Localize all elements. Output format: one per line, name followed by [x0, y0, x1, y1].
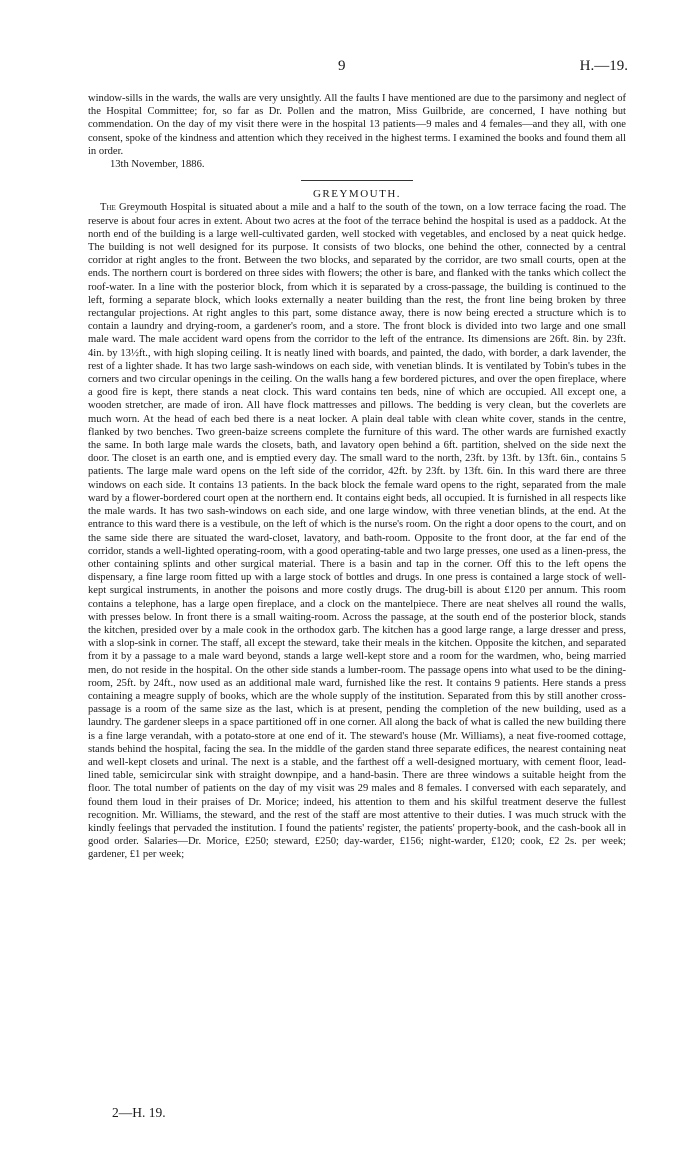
signature-mark: 2—H. 19.	[112, 1105, 166, 1120]
document-body	[88, 92, 626, 862]
document-reference: H.—19.	[579, 58, 628, 74]
report-date: 13th November, 1886.	[110, 159, 205, 171]
greymouth-paragraph-text: Greymouth Hospital is situated about a mile and a half to the south of the town, on a low terrace facing the road. The reserve is about four acres in extent. About two acres at the foot of the terrace behind the hospital is used as a paddock. At the north end of the building is a large well-cultivated garden, well stocked with vegetables, and enclosed by a neat quick hedge. The building is not well designed for its purpose. It consists of two blocks, one behind the other, connected by a central corridor at right angles to the front. Between the two blocks, and separated by the corridor, are two small courts, open at the ends. The northern court is bordered on three sides with flowers; the other is bare, and flanked with the tanks which collect the roof-water. In a line with the posterior block, from which it is separated by a cross-passage, the building is continued to the left, forming a separate block, which looks externally a neater building than the rest, the front line being broken by three rectangular projections. At right angles to this part, some distance away, there is now being erected a structure which is to contain a laundry and drying-room, a gardener's room, and a store. The front block is divided into two large and one small male ward. The male accident ward opens from the corridor to the left of the entrance. Its dimensions are 26ft. 8in. by 23ft. 4in. by 13½ft., with high sloping ceiling. It is neatly lined with boards, and painted, the dado, with border, a dark lavender, the rest of a lighter shade. It has two large sash-windows on each side, with venetian blinds. It is ventilated by Tobin's tubes in the corners and two circular openings in the ceiling. On the walls hang a few bordered pictures, and over the open fireplace, where a good fire is kept, there stands a neat clock. This ward contains ten beds, nine of which are occupied. All except one, a wooden stretcher, are made of iron. All have flock mattresses and pillows. The bedding is very clean, but the coverlets are much worn. At the head of each bed there is a neat locker. A plain deal table with clean white cover, stands in the centre, flanked by two benches. Two green-baize screens complete the furniture of this ward. The other wards are furnished exactly the same. In both large male wards the closets, bath, and lavatory open behind a 6ft. partition, shelved on the side next the door. The closet is an earth one, and is emptied every day. The small ward to the north, 23ft. by 13ft. by 13ft. 6in., contains 5 patients. The large male ward opens on the left side of the corridor, 42ft. by 23ft. by 13ft. 6in. In this ward there are three windows on each side. It contains 13 patients. In the back block the female ward opens to the right, separated from the male ward by a flower-bordered court open at the northern end. It contains eight beds, all occupied. It is furnished in all respects like the male wards. It has two sash-windows on each side, and one large window, with three venetian blinds, at the end. At the entrance to this ward there is a vestibule, on the left of which is the nurse's room. On the right a door opens to the court, and on the same side there are situated the ward-closet, lavatory, and bath-room. Opposite to the front door, at the far end of the corridor, stands a well-lighted operating-room, with a good operating-table and two large presses, one used as a linen-press, the other containing splints and other surgical material. There is a basin and tap in the corner. Off this to the left opens the dispensary, a fine large room fitted up with a large stock of bottles and drugs. In one press is contained a large stock of well-kept surgical instruments, in another the poisons and more costly drugs. The drug-bill is about £120 per annum. This room contains a telephone, has a large open fireplace, and a clock on the mantelpiece. There are neat shelves all round the walls, with presses below. In front there is a small waiting-room. Across the passage, at the south end of the posterior block, stands the kitchen, presided over by a male cook in the orthodox garb. The kitchen has a good large range, a large dresser and press, with a slop-sink in corner. The staff, all except the steward, take their meals in the kitchen. Opposite the kitchen, and separated from it by a passage to a male ward beyond, stands a large well-kept store and a room for the wardmen, who, being married men, do not reside in the hospital. On the other side stands a lumber-room. The passage opens into what used to be the dining-room, 25ft. by 24ft., now used as an additional male ward, furnished like the rest. It contains 9 patients. Here stands a press containing a meagre supply of books, which are the whole supply of the institution. Separated from this by still another cross-passage is a room of the same size as the last, which is at present, pending the completion of the new building, used as a laundry. The gardener sleeps in a space partitioned off in one corner. All along the back of what is called the new building there is a fine large verandah, with a potato-store at one end of it. The steward's house (Mr. Williams), a neat five-roomed cottage, stands behind the hospital, facing the sea. In the middle of the garden stand three separate edifices, the nearest containing neat and well-kept closets and urinal. The next is a stable, and the farthest off a well-designed mortuary, with cement floor, lead-lined table, semicircular sink with straight downpipe, and a hand-basin. There are three windows a suitable height from the floor. The total number of patients on the day of my visit was 29 males and 8 females. I conversed with each separately, and found them loud in their praises of Dr. Morice; indeed, his attention to them and his skilful treatment deserve the fullest recognition. Mr. Williams, the steward, and the rest of the staff are most attentive to their duties. I was much struck with the kindly feelings that pervaded the institution. I found the patients' register, the patients' property-book, and the cash-book all in good order. Salaries—Dr. Morice, £250; steward, £250; day-warder, £156; night-warder, £120; cook, £2 2s. per week; gardener, £1 per week;	[88, 202, 626, 861]
section-divider	[301, 180, 413, 181]
greymouth-paragraph	[88, 201, 626, 861]
intro-paragraph: window-sills in the wards, the walls are very unsightly. All the faults I have mentioned are due to the parsimony and neglect of the Hospital Committee; for, so far as Dr. Pollen and the matron, Miss Guilbride, are concerned, I have nothing but commendation. On the day of my visit there were in the hospital 13 patients—9 males and 4 females—and they all, with one consent, spoke of the kindness and attention which they received in the highest terms. I examined the books and found them all in order.	[88, 93, 626, 157]
lead-word: The	[100, 202, 116, 214]
section-title: GREYMOUTH.	[312, 188, 402, 201]
page-header	[88, 58, 628, 78]
page-number: 9	[338, 58, 346, 74]
